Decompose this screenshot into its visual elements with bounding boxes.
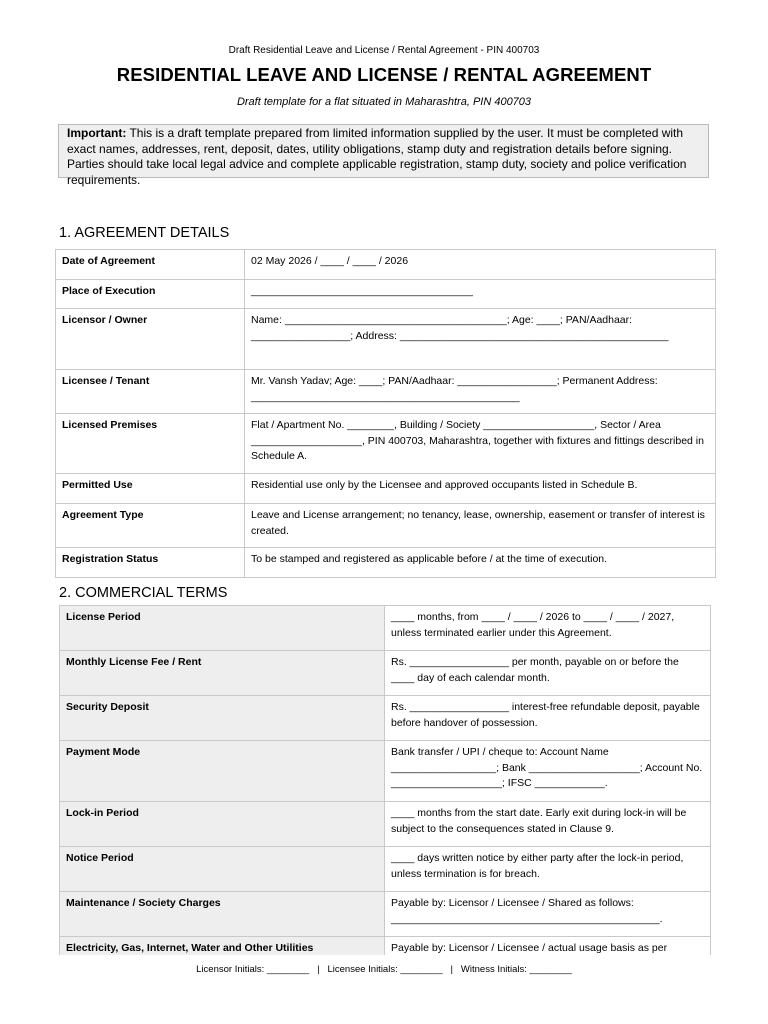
row-value: Name: ______________________________________; Age: ____; PAN/Aadhaar: _________________; Address: ______________________________________________ <box>251 314 669 342</box>
agreement-details-table <box>55 249 716 578</box>
table-row <box>60 696 711 741</box>
table-row <box>60 892 711 937</box>
row-label: Security Deposit <box>66 701 149 713</box>
row-value: Rs. _________________ per month, payable on or before the ____ day of each calendar month. <box>391 656 679 684</box>
row-value: ______________________________________ <box>251 285 473 297</box>
row-label: Payment Mode <box>66 746 141 758</box>
table-row <box>60 651 711 696</box>
section-heading-agreement-details: 1. AGREEMENT DETAILS <box>59 225 230 241</box>
table-row <box>60 741 711 802</box>
table-row <box>56 370 716 414</box>
table-row <box>56 504 716 548</box>
row-value: Leave and License arrangement; no tenancy, lease, ownership, easement or transfer of interest is created. <box>251 509 705 537</box>
table-row <box>60 937 711 956</box>
notice-text: This is a draft template prepared from limited information supplied by the user. It must be completed with exact names, addresses, rent, deposit, dates, utility obligations, stamp duty and registration details before signing. Parties should take local legal advice and complete applicable registration, stamp duty, society and police verification requirements. <box>67 126 687 187</box>
running-header: Draft Residential Leave and License / Rental Agreement - PIN 400703 <box>228 45 540 56</box>
row-label: Notice Period <box>66 852 134 864</box>
table-row <box>60 802 711 847</box>
table-row <box>56 309 716 370</box>
row-label: Maintenance / Society Charges <box>66 897 221 909</box>
document-title: RESIDENTIAL LEAVE AND LICENSE / RENTAL AGREEMENT <box>116 64 652 85</box>
notice-label: Important: <box>67 126 127 140</box>
row-value: ____ months, from ____ / ____ / 2026 to ____ / ____ / 2027, unless terminated earlier under this Agreement. <box>391 611 675 639</box>
table-row <box>60 847 711 892</box>
row-value: To be stamped and registered as applicable before / at the time of execution. <box>251 553 608 565</box>
row-label: Registration Status <box>62 553 159 565</box>
table-row <box>60 606 711 651</box>
row-value: Rs. _________________ interest-free refundable deposit, payable before handover of possession. <box>391 701 700 729</box>
row-value: 02 May 2026 / ____ / ____ / 2026 <box>251 255 409 267</box>
row-value: ____ days written notice by either party after the lock-in period, unless termination is for breach. <box>391 852 684 880</box>
row-label: Permitted Use <box>62 479 133 491</box>
row-value: Flat / Apartment No. ________, Building / Society ___________________, Sector / Area ___________________, PIN 400703, Maharashtra, together with fixtures and fittings described in Schedule A. <box>251 419 704 462</box>
table-row <box>56 414 716 474</box>
table-row <box>56 280 716 309</box>
row-value: Payable by: Licensor / Licensee / actual usage basis as per <box>391 942 668 954</box>
table-row <box>56 250 716 280</box>
row-label: Monthly License Fee / Rent <box>66 656 202 668</box>
row-value: Residential use only by the Licensee and approved occupants listed in Schedule B. <box>251 479 638 491</box>
row-label: Licensor / Owner <box>62 314 148 326</box>
row-label: License Period <box>66 611 141 623</box>
row-value: Payable by: Licensor / Licensee / Shared as follows: ______________________________________________. <box>391 897 663 925</box>
initials-footer: Licensor Initials: ________ | Licensee Initials: ________ | Witness Initials: ________ <box>196 964 572 975</box>
table-row <box>56 474 716 504</box>
row-label: Agreement Type <box>62 509 144 521</box>
commercial-terms-table <box>59 605 711 955</box>
row-label: Electricity, Gas, Internet, Water and Other Utilities <box>66 942 314 954</box>
row-value: Mr. Vansh Yadav; Age: ____; PAN/Aadhaar: _________________; Permanent Address: ______________________________________________ <box>251 375 658 403</box>
row-label: Date of Agreement <box>62 255 155 267</box>
row-label: Licensed Premises <box>62 419 158 431</box>
section-heading-commercial-terms: 2. COMMERCIAL TERMS <box>59 585 228 601</box>
row-label: Place of Execution <box>62 285 156 297</box>
row-value: ____ months from the start date. Early exit during lock-in will be subject to the consequences stated in Clause 9. <box>391 807 687 835</box>
document-subtitle: Draft template for a flat situated in Maharashtra, PIN 400703 <box>236 96 532 108</box>
row-label: Licensee / Tenant <box>62 375 150 387</box>
table-row <box>56 548 716 578</box>
row-label: Lock-in Period <box>66 807 139 819</box>
row-value: Bank transfer / UPI / cheque to: Account Name __________________; Bank ___________________; Account No. ___________________; IFSC ____________. <box>391 746 703 789</box>
